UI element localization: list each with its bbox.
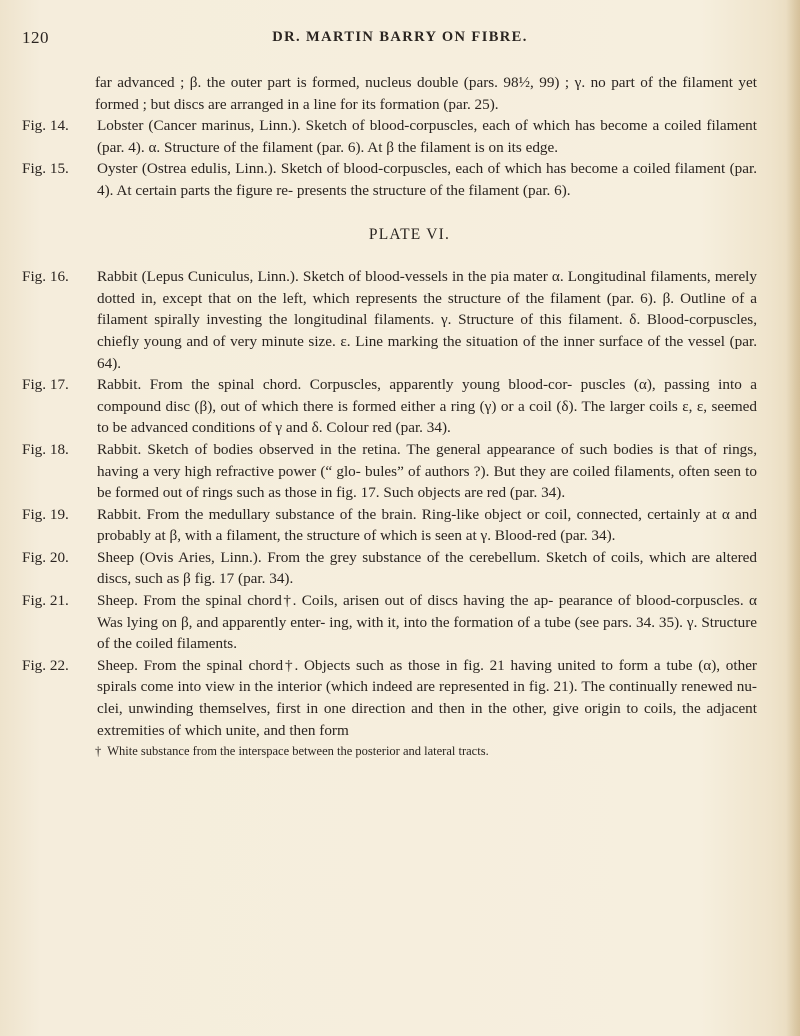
text-body — [22, 72, 757, 759]
figure-caption — [22, 547, 757, 590]
page-number: 120 — [22, 28, 49, 47]
footnote-mark: † — [95, 744, 102, 759]
figure-caption — [22, 158, 757, 201]
figure-caption-text: Sheep. From the spinal chord†. Objects such as those in fig. 21 having united to form a tube (α), other spirals come into view in the interior (which indeed are represented in fig. 21). The continually renewed nu- clei, unwinding themselves, first in one direction and then in the other, give origin to coils, the adjacent extremities of which unite, and then form — [97, 656, 757, 739]
figure-list-after — [22, 266, 757, 741]
footnote — [22, 743, 757, 759]
figure-list-before — [22, 115, 757, 201]
figure-caption — [22, 115, 757, 158]
running-head-title: DR. MARTIN BARRY ON FIBRE. — [272, 29, 528, 45]
figure-caption — [22, 439, 757, 504]
figure-caption — [22, 374, 757, 439]
figure-caption-text: Rabbit. From the medullary substance of the brain. Ring-like object or coil, connected, certainly at α and probably at β, with a filament, the structure of which is seen at γ. Blood-red (par. 34). — [97, 505, 757, 545]
figure-caption-text: Rabbit. Sketch of bodies observed in the retina. The general appearance of such bodies is that of rings, having a very high refractive power (“ glo- bules” of authors ?). But they are coiled filaments, often seen to be formed out of rings such as those in fig. 17. Such objects are red (par. 34). — [97, 440, 757, 502]
figure-label: Fig. 17. — [22, 376, 69, 394]
plate-heading: PLATE VI. — [368, 225, 451, 243]
figure-caption-text: Sheep (Ovis Aries, Linn.). From the grey substance of the cerebellum. Sketch of coils, which are altered discs, such as β fig. 17 (par. 34). — [97, 548, 757, 588]
figure-caption — [22, 655, 757, 741]
figure-caption-text: Rabbit. From the spinal chord. Corpuscles, apparently young blood-cor- puscles (α), passing into a compound disc (β), out of which there is formed either a ring (γ) or a coil (δ). The larger coils ε, ε, seemed to be advanced conditions of γ and δ. Colour red (par. 34). — [97, 376, 757, 437]
footnote-text: White substance from the interspace between the posterior and lateral tracts. — [107, 744, 489, 759]
figure-label: Fig. 15. — [22, 160, 69, 178]
figure-caption-text: Rabbit (Lepus Cuniculus, Linn.). Sketch of blood-vessels in the pia mater α. Longitudinal filaments, merely dotted in, except that on the left, which represents the structure of the filament (par. 6). β. Outline of a filament spirally investing the longitudinal filaments. γ. Structure of this filament. δ. Blood-corpuscles, chiefly young and of very minute size. ε. Line marking the situation of the inner surface of the vessel (par. 64). — [97, 268, 757, 372]
figure-label: Fig. 22. — [22, 656, 69, 674]
figure-label: Fig. 18. — [22, 440, 69, 458]
continued-paragraph: far advanced ; β. the outer part is formed, nucleus double (pars. 98½, 99) ; γ. no part of the filament yet formed ; but discs are arranged in a line for its formation (par. 25). — [95, 74, 757, 113]
figure-label: Fig. 19. — [22, 505, 69, 523]
figure-label: Fig. 20. — [22, 548, 69, 566]
figure-caption — [22, 266, 757, 374]
figure-caption — [22, 590, 757, 655]
figure-caption-text: Oyster (Ostrea edulis, Linn.). Sketch of blood-corpuscles, each of which has become a coiled filament (par. 4). At certain parts the figure re- presents the structure of the filament (par. 6). — [97, 160, 757, 199]
running-head — [0, 28, 800, 50]
figure-label: Fig. 14. — [22, 117, 69, 135]
figure-label: Fig. 16. — [22, 268, 69, 286]
figure-caption-text: Lobster (Cancer marinus, Linn.). Sketch of blood-corpuscles, each of which has become a coiled filament (par. 4). α. Structure of the filament (par. 6). At β the filament is on its edge. — [97, 117, 757, 156]
figure-caption — [22, 504, 757, 547]
page-edge-shadow — [786, 0, 800, 1036]
figure-label: Fig. 21. — [22, 592, 69, 610]
figure-caption-text: Sheep. From the spinal chord†. Coils, arisen out of discs having the ap- pearance of blood-corpuscles. α Was lying on β, and apparently enter- ing, with it, into the formation of a tube (see pars. 34. 35). γ. Structure of the coiled filaments. — [97, 592, 757, 653]
